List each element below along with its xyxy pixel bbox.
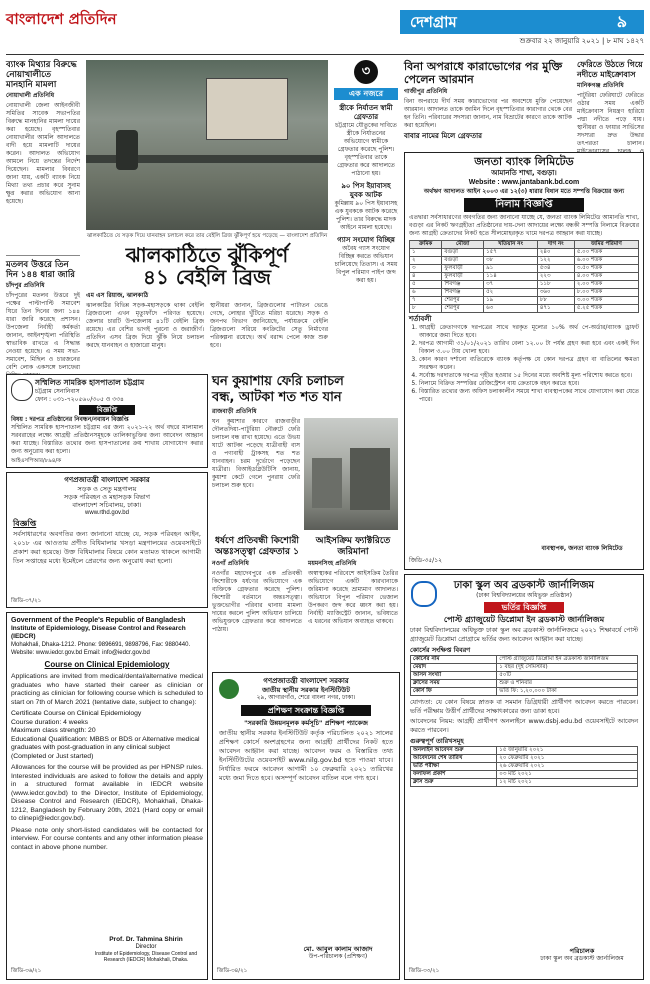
- brief-item-body: অবৈধ গ্যাস সংযোগ বিচ্ছিন্ন করতে অভিযান চালিয়েছে তিতাস। এ সময় বিপুল পরিমাণ পাইপ জব্দ করা হয়।: [334, 245, 398, 284]
- ad-reference: জিডি-৩৭/২১: [11, 598, 42, 604]
- table-row: [411, 688, 638, 696]
- table-cell: শেরপুর: [442, 305, 484, 313]
- auction-intro: এতদ্বারা সর্বসাধারণের অবগতির জন্য জানানো যাচ্ছে যে, জনতা ব্যাংক লিমিটেড আমানতি শাখা, বগুড়া এর নিকট ঋণগ্রহীতা প্রতিষ্ঠানের দায়-দেনা আদায়ের লক্ষ্যে বন্ধকী সম্পত্তি নিলামে বিক্রয়ের জন্য আগ্রহী ক্রেতাদের নিকট হতে সীলমোহরকৃত খামে দরপত্র আহ্বান করা যাচ্ছে।: [409, 214, 639, 237]
- table-header-cell: জমির পরিমাণ: [574, 241, 638, 249]
- table-row: [410, 281, 639, 289]
- table-row: [411, 763, 638, 771]
- table-cell: ৬.০০ শতক: [574, 257, 638, 265]
- table-cell: শুক্র ও শনিবার: [497, 680, 638, 688]
- table-cell: ১২২: [537, 257, 574, 265]
- school-name: ঢাকা স্কুল অব ব্রডকাস্ট জার্নালিজম: [453, 580, 595, 591]
- article-section-144: [6, 260, 80, 371]
- nilg-line-2: জাতীয় স্থানীয় সরকার ইনস্টিটিউট: [262, 686, 350, 694]
- signer-name: Prof. Dr. Tahmina Shirin: [109, 936, 183, 943]
- nilg-training-ad: [212, 672, 400, 980]
- iedcr-course-ad: [6, 612, 208, 980]
- ministry-line-3: সড়ক পরিবহন ও মহাসড়ক বিভাগ: [63, 493, 151, 501]
- table-cell: ৩৮: [484, 257, 538, 265]
- ad-reference: আইএসপিআর/৮৯৪/ক: [11, 458, 62, 464]
- table-header-cell: ক্রমিক: [410, 241, 442, 249]
- ad-reference: জিডি-৩৫/১২: [409, 557, 442, 564]
- bridge-headline-1: ঝালকাঠিতে ঝুঁকিপূর্ণ: [125, 243, 289, 267]
- auction-table: [409, 240, 639, 313]
- ferry-headline-1: ঘন কুয়াশায় ফেরি চলাচল: [212, 374, 344, 389]
- table-cell: ৫০টি: [497, 672, 638, 680]
- article-armaan: [404, 60, 572, 148]
- table-cell: ৮: [410, 305, 442, 313]
- govt-emblem-icon: [219, 679, 239, 699]
- iedcr-signature-block: [91, 936, 201, 963]
- course-table-title: কোর্সের সংক্ষিপ্ত বিবরণ: [410, 646, 471, 654]
- photo-caption: ঝালকাঠিতে যে সড়ক দিয়ে যানবাহন চলাচল করে তার বেইলি ব্রিজ ঝুঁকিপূর্ণ হয়ে পড়েছে — বাংলাদেশ প্রতিদিন: [86, 233, 328, 239]
- table-cell: ১৫৭: [484, 249, 538, 257]
- signer-name: পরিচালক: [569, 947, 595, 955]
- table-cell: ৪৭১: [537, 305, 574, 313]
- bank-website: Website : www.jantabank.bd.com: [468, 179, 580, 186]
- table-cell: ১১৮: [537, 281, 574, 289]
- table-row: [410, 265, 639, 273]
- article-body: চাঁদপুরের মতলব উত্তরে দুই পক্ষের পাল্টাপাল্টি সমাবেশ ঘিরে তিন দিনের জন্য ১৪৪ ধারা জারি করেছে প্রশাসন। উপজেলা নির্বাহী কর্মকর্তা জানান, আইনশৃঙ্খলা পরিস্থিতি স্বাভাবিক রাখতে এ সিদ্ধান্ত নেওয়া হয়েছে। এ সময় সভা-সমাবেশ, মিছিল ও চারজনের বেশি লোক একসঙ্গে চলাফেরা: [6, 292, 80, 371]
- table-cell: ৯১: [484, 265, 538, 273]
- article-headline: ব্যাংক মিথ্যার বিরুদ্ধে নোয়াখালীতে মানহানি মামলা: [6, 60, 77, 90]
- article-byline: মানিকগঞ্জ প্রতিনিধি: [577, 82, 624, 89]
- janata-bank-auction-ad: [404, 152, 644, 570]
- table-cell: ৩: [410, 265, 442, 273]
- cmh-tender-ad: [6, 374, 208, 468]
- ferry-headline-2: বন্ধ, আটকা শত শত যান: [212, 390, 342, 405]
- brief-item: [334, 182, 398, 232]
- nilg-line-1: গণপ্রজাতন্ত্রী বাংলাদেশ সরকার: [263, 677, 349, 685]
- apply-text: আবেদনের নিয়ম: আগ্রহী প্রার্থীগণ অনলাইনে www.dsbj.edu.bd ওয়েবসাইটে আবেদন করতে পারবেন।: [410, 718, 638, 734]
- admission-intro: ঢাকা বিশ্ববিদ্যালয়ের অধিভুক্ত ঢাকা স্কুল অব ব্রডকাস্ট জার্নালিজমে ২০২১ শিক্ষাবর্ষে পোস্ট গ্র্যাজুয়েট ডিপ্লোমা প্রোগ্রামে ভর্তির জন্য আবেদন আহ্বান করা যাচ্ছে।: [410, 627, 638, 643]
- journalism-signature-block: [527, 947, 637, 963]
- eligibility-text: যোগ্যতা: যে কোন বিষয়ে স্নাতক বা সমমান ডিগ্রিধারী প্রার্থীগণ আবেদন করতে পারবেন। ভর্তি পরীক্ষায় উত্তীর্ণ প্রার্থীদের সাক্ষাৎকারের জন্য ডাকা হবে।: [410, 699, 638, 715]
- notice-subject: বিষয় : দরপত্র প্রতিষ্ঠানের নিবন্ধন/নবায়ন বিজ্ঞপ্তি: [11, 416, 129, 423]
- sidebar-briefs: [334, 60, 398, 370]
- brief-item-head: গ্যাস সংযোগ বিচ্ছিন্ন: [337, 236, 395, 244]
- term-item: 1. আগ্রহী ক্রেতাগণকে দরপত্রের সাথে দরকৃত মূল্যের ১০% অর্থ পে-অর্ডার/ব্যাংক ড্রাফট আকারে জমা দিতে হবে।: [419, 324, 639, 340]
- signer-org: ঢাকা স্কুল অব ব্রডকাস্ট জার্নালিজম: [540, 955, 624, 962]
- article-byline: ময়মনসিংহ প্রতিনিধি: [308, 560, 357, 567]
- ad-reference: জিডি-৩৪/২১: [217, 968, 248, 974]
- table-cell: ২৬ ফেব্রুয়ারি ২০২১: [497, 763, 638, 771]
- term-item: 4. সর্বোচ্চ দরদাতাকে দরপত্র গৃহীত হওয়ার ১৫ দিনের মধ্যে অবশিষ্ট মূল্য পরিশোধ করতে হবে।: [419, 372, 639, 380]
- table-cell: ১১৪: [484, 273, 538, 281]
- table-cell: ৮৮: [537, 297, 574, 305]
- training-body: জাতীয় স্থানীয় সরকার ইনস্টিটিউট কর্তৃক পরিচালিত ২০২১ সালের প্রশিক্ষণ কোর্সে অংশগ্রহণের জন্য আগ্রহী প্রার্থীদের নিকট হতে আবেদন আহ্বান করা যাচ্ছে। আবেদন ফরম ও বিস্তারিত তথ্য ইনস্টিটিউটের ওয়েবসাইট www.nilg.gov.bd হতে পাওয়া যাবে। নির্ধারিত ফরমে আবেদন আগামী ১০ ফেব্রুয়ারি ২০২১ তারিখের মধ্যে জমা দিতে হবে। অসম্পূর্ণ আবেদন বাতিল বলে গণ্য হবে।: [219, 729, 393, 782]
- table-cell: ০৩ মার্চ ২০২১: [497, 771, 638, 779]
- ministry-website: www.rthd.gov.bd: [85, 510, 129, 516]
- brief-item-head: স্ত্রীকে নির্যাতন স্বামী গ্রেফতার: [339, 104, 393, 121]
- school-affiliation: (ঢাকা বিশ্ববিদ্যালয়ের অধিভুক্ত প্রতিষ্ঠান): [476, 592, 572, 599]
- bank-announcement: অর্থঋণ আদালত আইন ২০০৩ এর ১২(৩) ধারার বিধান মতে সম্পত্তি বিক্রয়ের জন্য: [423, 188, 625, 195]
- table-row: [411, 755, 638, 763]
- table-cell: শিবগঞ্জ: [442, 289, 484, 297]
- signer-title: উপ-পরিচালক (প্রশিক্ষণ): [308, 953, 368, 960]
- table-cell: আবেদনের শেষ তারিখ: [411, 755, 497, 763]
- iedcr-line-2: Institute of Epidemiology, Disease Control and Research (IEDCR): [11, 625, 186, 640]
- hospital-phone: ফোন : ০৩১-৭২০৫৬০/৩০৫ ও ৩৩৪: [35, 396, 124, 403]
- nilg-line-3: ২৯, আগারগাঁও, শেরে বাংলা নগর, ঢাকা।: [256, 694, 356, 701]
- truck-shape: [350, 448, 390, 510]
- course-table: [410, 655, 638, 696]
- table-row: [411, 664, 638, 672]
- bus-shape: [206, 78, 288, 140]
- iedcr-line-3: Mohakhali, Dhaka-1212. Phone: 9896691, 9898796, Fax: 9880440.: [11, 642, 191, 648]
- table-header-cell: মৌজা: [442, 241, 484, 249]
- hospital-name: সম্মিলিত সামরিক হাসপাতাল চট্টগ্রাম: [35, 378, 145, 387]
- notice-body: সম্মিলিত সামরিক হাসপাতাল চট্টগ্রাম এর জন্য ২০২১-২২ অর্থ বছরে মালামাল সরবরাহের লক্ষ্যে আগ্রহী প্রতিষ্ঠানসমূহকে তালিকাভুক্তির জন্য আবেদন আহ্বান করা যাচ্ছে। বিস্তারিত তথ্যের জন্য হাসপাতালের ক্রয় শাখায় যোগাযোগ করার জন্য অনুরোধ করা হলো।: [11, 424, 203, 455]
- article-body: নওগাঁর মহাদেবপুরে এক প্রতিবন্ধী কিশোরীকে ধর্ষণের অভিযোগে এক ব্যক্তিকে গ্রেফতার করেছে পুলিশ। কিশোরী বর্তমানে অন্তঃসত্ত্বা। ভুক্তভোগীর পরিবার থানায় মামলা দায়ের করলে পুলিশ অভিযান চালিয়ে অভিযুক্তকে গ্রেফতার করে আদালতে পাঠায়।: [212, 570, 302, 633]
- table-cell: ফুলবাড়ী: [442, 273, 484, 281]
- table-cell: ফলাফল প্রকাশ: [411, 771, 497, 779]
- bank-name: জনতা ব্যাংক লিমিটেড: [474, 155, 574, 168]
- newspaper-logo: বাংলাদেশ প্রতিদিন: [6, 10, 117, 28]
- dates-table-wrap: [410, 746, 638, 787]
- bank-signer: ব্যবস্থাপক, জনতা ব্যাংক লিমিটেড: [541, 545, 623, 552]
- course-allowance: Allowances for the course will be provided as per HPNSP rules. Interested individuals are asked to follow the details and apply in a structured format available in IEDCR website (www.iedcr.gov.bd) to the Director, Institute of Epidemiology, Disease Control and Research (IEDCR), Mohakhali, Dhaka-1212, Bangladesh by February 20th, 2021 (Hard copy or email to clinepi@iedcr.gov.bd).: [11, 764, 203, 822]
- date-line: শুক্রবার ২২ জানুয়ারি ২০২১ | ৮ মাঘ ১৪২৭: [519, 37, 644, 45]
- iedcr-line-1: Government of the People's Republic of Bangladesh: [11, 617, 186, 624]
- training-subtitle: "সরকারি উন্নয়নমূলক কর্মসূচি" প্রশিক্ষণ প্যাকেজ: [244, 719, 368, 727]
- table-cell: কোর্স ফি: [411, 688, 497, 696]
- table-cell: বগুড়া: [442, 249, 484, 257]
- brief-item: [334, 104, 398, 178]
- ferry-body: ঘন কুয়াশার কারণে রাজবাড়ীর দৌলতদিয়া-পাটুরিয়া নৌরুটে ফেরি চলাচল বন্ধ রাখা হয়েছে। এতে উভয় ঘাটে আটকা পড়েছে যাত্রীবাহী বাস ও পণ্যবাহী ট্রাকসহ শত শত যানবাহন। চরম দুর্ভোগে পড়েছেন যাত্রীরা। বিআইডব্লিউটিসি জানায়, কুয়াশা কেটে গেলে পুনরায় ফেরি চলাচল শুরু হবে।: [212, 418, 300, 489]
- article-icecream: [308, 536, 398, 666]
- table-cell: ২০ ফেব্রুয়ারি ২০২১: [497, 755, 638, 763]
- table-cell: ৮.০০ শতক: [574, 289, 638, 297]
- table-cell: ২: [410, 257, 442, 265]
- table-cell: ১৫ জানুয়ারি ২০২১: [497, 747, 638, 755]
- table-cell: ক্লাস শুরু: [411, 779, 497, 787]
- army-emblem-icon: [11, 379, 33, 401]
- term-item: 2. দরপত্র আগামী ৩১/০১/২০২১ তারিখ বেলা ১২.০০ টা পর্যন্ত গ্রহণ করা হবে এবং একই দিন বিকাল ৩.০০ টায় খোলা হবে।: [419, 340, 639, 356]
- ministry-line-1: গণপ্রজাতন্ত্রী বাংলাদেশ সরকার: [64, 476, 150, 484]
- notice-label: বিজ্ঞপ্তি: [13, 519, 37, 528]
- article-bank-defamation: [6, 60, 80, 250]
- table-cell: পোস্ট গ্র্যাজুয়েট ডিপ্লোমা ইন ব্রডকাস্ট জার্নালিজম: [497, 656, 638, 664]
- bank-branch: আমানতি শাখা, বগুড়া।: [491, 169, 557, 177]
- table-cell: ৭: [410, 297, 442, 305]
- table-cell: ২.০০ শতক: [574, 281, 638, 289]
- term-item: 5. নিলামে বিক্রিত সম্পত্তির রেজিস্ট্রেশন ব্যয় ক্রেতাকে বহন করতে হবে।: [419, 380, 639, 388]
- bridge-body-right: স্থানীয়রা জানান, ব্রিজগুলোর পাটাতন ভেঙে গেছে, লোহার খুঁটিতে মরিচা ধরেছে। সড়ক ও জনপথ বিভাগ জানিয়েছে, পর্যায়ক্রমে বেইলি ব্রিজগুলো সরিয়ে কংক্রিটের সেতু নির্মাণের পরিকল্পনা রয়েছে। অর্থ বরাদ্দ পেলে কাজ শুরু হবে।: [210, 302, 328, 349]
- table-cell: ৩৬০: [537, 289, 574, 297]
- auction-title: নিলাম বিজ্ঞপ্তি: [464, 198, 584, 212]
- table-cell: ৬৩: [484, 305, 538, 313]
- brief-item-body: কুমিল্লায় ৯০ পিস ইয়াবাসহ এক যুবককে আটক করেছে পুলিশ। তার বিরুদ্ধে মাদক আইনে মামলা হয়েছে।: [334, 200, 398, 231]
- table-cell: ২২৩: [537, 273, 574, 281]
- table-cell: ৬: [410, 289, 442, 297]
- table-cell: ভর্তি পরীক্ষা: [411, 763, 497, 771]
- page-number: ৯: [616, 12, 628, 31]
- table-header-cell: খতিয়ান নং: [484, 241, 538, 249]
- training-title: প্রশিক্ষণ সংক্রান্ত বিজ্ঞপ্তি: [241, 705, 371, 716]
- article-ferry-microbus: [577, 60, 644, 148]
- table-cell: অনলাইন আবেদন শুরু: [411, 747, 497, 755]
- table-row: [410, 257, 639, 265]
- table-cell: ৫.০০ শতক: [574, 249, 638, 257]
- signer-org: Institute of Epidemiology, Disease Control and Research (IEDCR) Mohakhali, Dhaka.: [94, 951, 198, 963]
- table-row: [410, 273, 639, 281]
- dates-table: [410, 746, 638, 787]
- ad-reference: জিডি-৩৬/২১: [11, 968, 42, 974]
- article-dharshan: [212, 536, 302, 666]
- brief-item-body: চট্টগ্রামে যৌতুকের দাবিতে স্ত্রীকে নির্যাতনের অভিযোগে স্বামীকে গ্রেফতার করেছে পুলিশ। বৃহস্পতিবার তাকে গ্রেফতার করে আদালতে পাঠানো হয়।: [335, 122, 397, 177]
- table-cell: ১: [410, 249, 442, 257]
- bridge-headline-2: ৪১ বেইলি ব্রিজ: [143, 265, 271, 289]
- table-row: [411, 779, 638, 787]
- table-cell: বগুড়া: [442, 257, 484, 265]
- table-row: [410, 249, 639, 257]
- table-row: [410, 305, 639, 313]
- dates-table-title: গুরুত্বপূর্ণ তারিখসমূহ: [410, 737, 464, 745]
- ministry-line-4: বাংলাদেশ সচিবালয়, ঢাকা।: [72, 501, 142, 509]
- article-body: অস্বাস্থ্যকর পরিবেশে আইসক্রিম তৈরির অভিযোগে একটি কারখানাকে জরিমানা করেছে ভ্রাম্যমাণ আদালত। অভিযানে বিপুল পরিমাণ ভেজাল উপকরণ জব্দ করে ধ্বংস করা হয়। নির্বাহী ম্যাজিস্ট্রেট জানান, ভবিষ্যতে এ ধরনের অভিযান অব্যাহত থাকবে।: [308, 570, 398, 625]
- table-cell: ৩.৫০ শতক: [574, 265, 638, 273]
- ferry-photo: [304, 418, 398, 530]
- table-cell: ৪.০০ শতক: [574, 273, 638, 281]
- article-headline: আইসক্রিম ফ্যাক্টরিতে জরিমানা: [315, 536, 391, 557]
- school-logo-icon: [411, 581, 437, 607]
- divider: [6, 255, 80, 259]
- notice-body: সর্বসাধারণের অবগতির জন্য জানানো যাচ্ছে যে, সড়ক পরিবহন আইন, ২০১৮ এর আওতায় প্রণীত বিধিমালার খসড়া মন্ত্রণালয়ের ওয়েবসাইটে প্রকাশ করা হয়েছে। উক্ত বিধিমালার বিষয়ে কোন মতামত থাকলে আগামী তিন সপ্তাহের মধ্যে ইমেইলে প্রেরণের জন্য অনুরোধ করা হলো।: [13, 530, 201, 565]
- ad-reference: জিডি-৩৩/২১: [409, 968, 440, 974]
- article-headline: বিনা অপরাধে কারাভোগের পর মুক্তি পেলেন আরমান: [404, 60, 563, 86]
- brief-badge: ৩: [354, 60, 378, 84]
- masthead-rule: [6, 54, 644, 55]
- table-row: [410, 297, 639, 305]
- course-table-wrap: [410, 655, 638, 696]
- person-shape: [116, 130, 138, 170]
- article-headline: ধর্ষণে প্রতিবন্ধী কিশোরী অন্তঃসত্ত্বা গ্রেফতার ১: [214, 536, 300, 557]
- table-cell: ৩৭: [484, 281, 538, 289]
- table-row: [410, 289, 639, 297]
- notice-label: বিজ্ঞপ্তি: [79, 405, 135, 415]
- table-cell: কোর্সের নাম: [411, 656, 497, 664]
- table-row: [411, 771, 638, 779]
- article-byline: নওগাঁ প্রতিনিধি: [212, 560, 249, 567]
- table-row: [411, 747, 638, 755]
- auction-table-wrap: [409, 240, 639, 313]
- table-cell: ভর্তি ফি: ১,২০,০০০ টাকা: [497, 688, 638, 696]
- table-row: [411, 656, 638, 664]
- brief-item: [334, 236, 398, 285]
- brief-item-head: ৯০ পিস ইয়াবাসহ যুবক আটক: [341, 182, 391, 199]
- truck-shape: [312, 458, 342, 508]
- training-signature-block: [283, 945, 393, 961]
- table-cell: শেরপুর: [442, 297, 484, 305]
- table-cell: ২৪০: [537, 249, 574, 257]
- course-note: Please note only short-listed candidates will be contacted for interview. For course contents and any other information please contact in above phone number.: [11, 826, 203, 851]
- table-cell: ৫৩৪: [537, 265, 574, 273]
- ministry-line-2: সড়ক ও সেতু মন্ত্রণালয়: [77, 485, 137, 493]
- article-headline: মতলব উত্তরে তিন দিন ১৪৪ ধারা জারি: [6, 260, 75, 280]
- broadcast-journalism-admission-ad: [404, 574, 644, 980]
- table-cell: ৫: [410, 281, 442, 289]
- article-subhead: বাবার নামের মিলে গ্রেফতার: [404, 132, 483, 140]
- article-byline: গাজীপুর প্রতিনিধি: [404, 88, 448, 95]
- ferry-byline: রাজবাড়ী প্রতিনিধি: [212, 408, 257, 415]
- section-title: দেশগ্রাম: [410, 13, 457, 31]
- table-cell: ১২ মার্চ ২০২১: [497, 779, 638, 787]
- bridge-body-left: ঝালকাঠির বিভিন্ন সড়ক-মহাসড়কে থাকা বেইলি ব্রিজগুলো এখন মৃত্যুফাঁদে পরিণত হয়েছে। জেলার চারটি উপজেলায় ৪১টি বেইলি ব্রিজ রয়েছে। এর বেশির ভাগই পুরনো ও জরাজীর্ণ। প্রতিদিন এসব ব্রিজ দিয়ে ঝুঁকি নিয়ে চলাচল করছে যানবাহন ও হাজারো মানুষ।: [86, 302, 204, 349]
- iedcr-line-4: Website: www.iedcr.gov.bd Email: info@iedcr.gov.bd: [11, 650, 150, 656]
- table-cell: ৪: [410, 273, 442, 281]
- signer-title: Director: [135, 944, 157, 950]
- table-cell: ক্লাসের সময়: [411, 680, 497, 688]
- bridge-photo: [86, 60, 328, 230]
- table-cell: ফুলবাড়ী: [442, 265, 484, 273]
- article-headline: ফেরিতে উঠতে গিয়ে নদীতে মাইক্রোবাস: [577, 60, 643, 79]
- table-cell: ১ বছর (দুই সেমিস্টার): [497, 664, 638, 672]
- hospital-location: চট্টগ্রাম সেনানিবাস: [35, 388, 80, 395]
- article-byline: নোয়াখালী প্রতিনিধি: [6, 92, 55, 99]
- table-row: [411, 672, 638, 680]
- table-cell: ৩.০০ শতক: [574, 297, 638, 305]
- article-body: পাটুরিয়া ফেরিঘাটে ফেরিতে ওঠার সময় একটি মাইক্রোবাস নিয়ন্ত্রণ হারিয়ে পদ্মা নদীতে পড়ে যায়। স্থানীয়রা ও ফায়ার সার্ভিসের সদস্যরা দ্রুত উদ্ধার তৎপরতা চালান।: [577, 92, 644, 147]
- road-ministry-notice-ad: [6, 472, 208, 608]
- article-body: নোয়াখালী জেলা আইনজীবী সমিতির সাবেক সভাপতির বিরুদ্ধে মানহানির মামলা দায়ের করা হয়েছে। বৃহস্পতিবার নোয়াখালীর আমলি আদালতে বাদী হয়ে মামলাটি দায়ের করেন। আদালত অভিযোগ আমলে নিয়ে তদন্তের নির্দেশ দিয়েছেন। মামলার বিবরণে জানা যায়, একটি ব্যাংক নিয়ে মিথ্যা তথ্য প্রচার করে সুনাম ক্ষুণ্ণ করার অভিযোগ আনা হয়েছে।: [6, 102, 80, 205]
- article-byline: চাঁদপুর প্রতিনিধি: [6, 282, 45, 289]
- terms-list: [419, 324, 639, 404]
- bridge-byline: এম এস রিয়াজ, ঝালকাঠি: [86, 292, 149, 299]
- admission-label: ভর্তির বিজ্ঞপ্তি: [484, 602, 564, 613]
- course-details: Certificate Course on Clinical Epidemiology Course duration: 4 weeks Maximum class strength: 20 Educational Qualification: MBBS or BDS or Alternative medical graduates with post-graduation in any clinical subject (Completed or Just started): [11, 710, 200, 760]
- table-cell: ১৯: [484, 297, 538, 305]
- term-item: 3. কোন কারণ দর্শানো ব্যতিরেকে ব্যাংক কর্তৃপক্ষ যে কোন দরপত্র গ্রহণ বা বাতিলের ক্ষমতা সংরক্ষণ করেন।: [419, 356, 639, 372]
- table-cell: আসন সংখ্যা: [411, 672, 497, 680]
- table-cell: শিবগঞ্জ: [442, 281, 484, 289]
- brief-title: এক নজরে: [334, 88, 398, 100]
- table-header-cell: দাগ নং: [537, 241, 574, 249]
- signer-name: মো. আবুল কালাম আজাদ: [303, 945, 373, 953]
- table-cell: ৫২: [484, 289, 538, 297]
- table-cell: মেয়াদ: [411, 664, 497, 672]
- course-title: Course on Clinical Epidemiology: [44, 660, 170, 669]
- course-title: পোস্ট গ্র্যাজুয়েট ডিপ্লোমা ইন ব্রডকাস্ট জার্নালিজম: [443, 615, 605, 624]
- table-cell: ৫.২৫ শতক: [574, 305, 638, 313]
- course-intro: Applications are invited from medical/dental/alternative medical graduates who have started their career as clinician or practicing as clinician for following course which is scheduled to start on 7th of March 2021 (tentative date, subject to change):: [11, 673, 203, 706]
- table-row: [411, 680, 638, 688]
- terms-title: শর্তাবলী: [409, 315, 432, 323]
- article-body: বিনা অপরাধে দীর্ঘ সময় কারাভোগের পর অবশেষে মুক্তি পেয়েছেন আরমান। আদালত তাকে জামিন দিলে বৃহস্পতিবার কারাগার থেকে বের হন তিনি। পরিবারের সদস্যরা জানান, নাম বিভ্রাটের কারণে তাকে আটক করা হয়েছিল।: [404, 98, 572, 129]
- term-item: 6. বিস্তারিত তথ্যের জন্য অফিস চলাকালীন সময়ে শাখা ব্যবস্থাপকের সাথে যোগাযোগ করা যেতে পারে।: [419, 388, 639, 404]
